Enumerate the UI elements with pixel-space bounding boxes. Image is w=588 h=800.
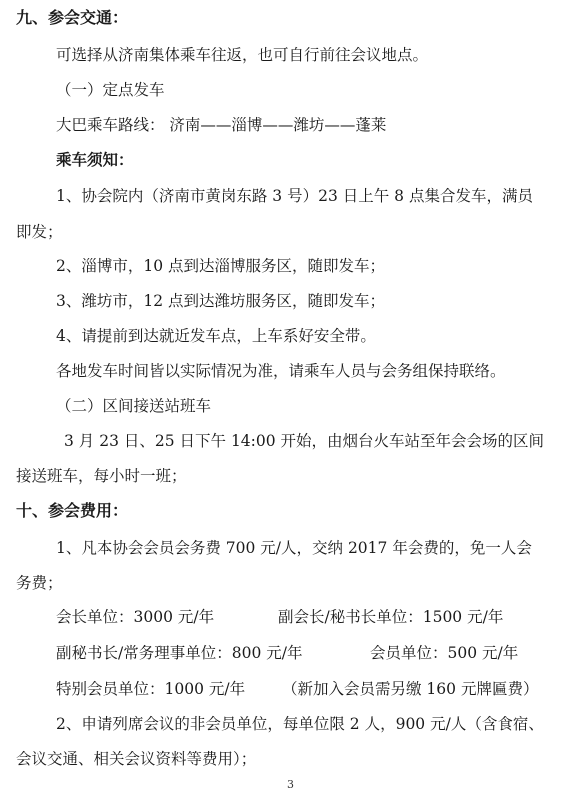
boarding-item-2: 2、淄博市，10 点到达淄博服务区，随即发车；: [56, 257, 386, 275]
boarding-item-3: 3、潍坊市，12 点到达潍坊服务区，随即发车；: [56, 292, 386, 310]
boarding-item-4: 4、请提前到达就近发车点，上车系好安全带。: [56, 327, 376, 345]
fee-row-3: [0, 679, 588, 699]
fee-row-1: [0, 607, 588, 627]
new-member-plaque-note: （新加入会员需另缴 160 元牌匾费）: [282, 680, 539, 698]
boarding-item-1-line-2: 即发；: [16, 223, 63, 241]
fee-member: 会员单位：500 元/年: [370, 644, 519, 662]
non-member-fee-line-1: 2、申请列席会议的非会员单位，每单位限 2 人，900 元/人（含食宿、: [56, 715, 544, 733]
non-member-fee-line-2: 会议交通、相关会议资料等费用）；: [16, 750, 257, 768]
shuttle-bus-line-1: 3 月 23 日、25 日下午 14:00 开始，由烟台火车站至年会会场的区间: [64, 432, 545, 450]
boarding-item-1-line-1: 1、协会院内（济南市黄岗东路 3 号）23 日上午 8 点集合发车，满员: [56, 187, 533, 205]
shuttle-bus-title: （二）区间接送站班车: [56, 397, 212, 415]
member-fee-line-2: 务费；: [16, 574, 63, 592]
transport-intro: 可选择从济南集体乘车往返，也可自行前往会议地点。: [56, 46, 429, 64]
fee-special-member: 特别会员单位：1000 元/年: [56, 680, 246, 698]
fee-row-2: [0, 643, 588, 663]
fee-president: 会长单位：3000 元/年: [56, 608, 215, 626]
section-10-heading: 十、参会费用：: [16, 501, 129, 520]
bus-route: 大巴乘车路线： 济南——淄博——潍坊——蓬莱: [56, 116, 387, 134]
fee-vice-president: 副会长/秘书长单位：1500 元/年: [278, 608, 504, 626]
section-9-heading: 九、参会交通：: [16, 8, 129, 27]
page-number: 3: [287, 778, 294, 791]
fee-deputy-secretary: 副秘书长/常务理事单位：800 元/年: [56, 644, 303, 662]
shuttle-bus-line-2: 接送班车，每小时一班；: [16, 467, 187, 485]
boarding-notice-title: 乘车须知：: [56, 150, 134, 169]
fixed-departure-title: （一）定点发车: [56, 81, 165, 99]
departure-time-note: 各地发车时间皆以实际情况为准，请乘车人员与会务组保持联络。: [56, 362, 506, 380]
member-fee-line-1: 1、凡本协会会员会务费 700 元/人，交纳 2017 年会费的，免一人会: [56, 539, 532, 557]
